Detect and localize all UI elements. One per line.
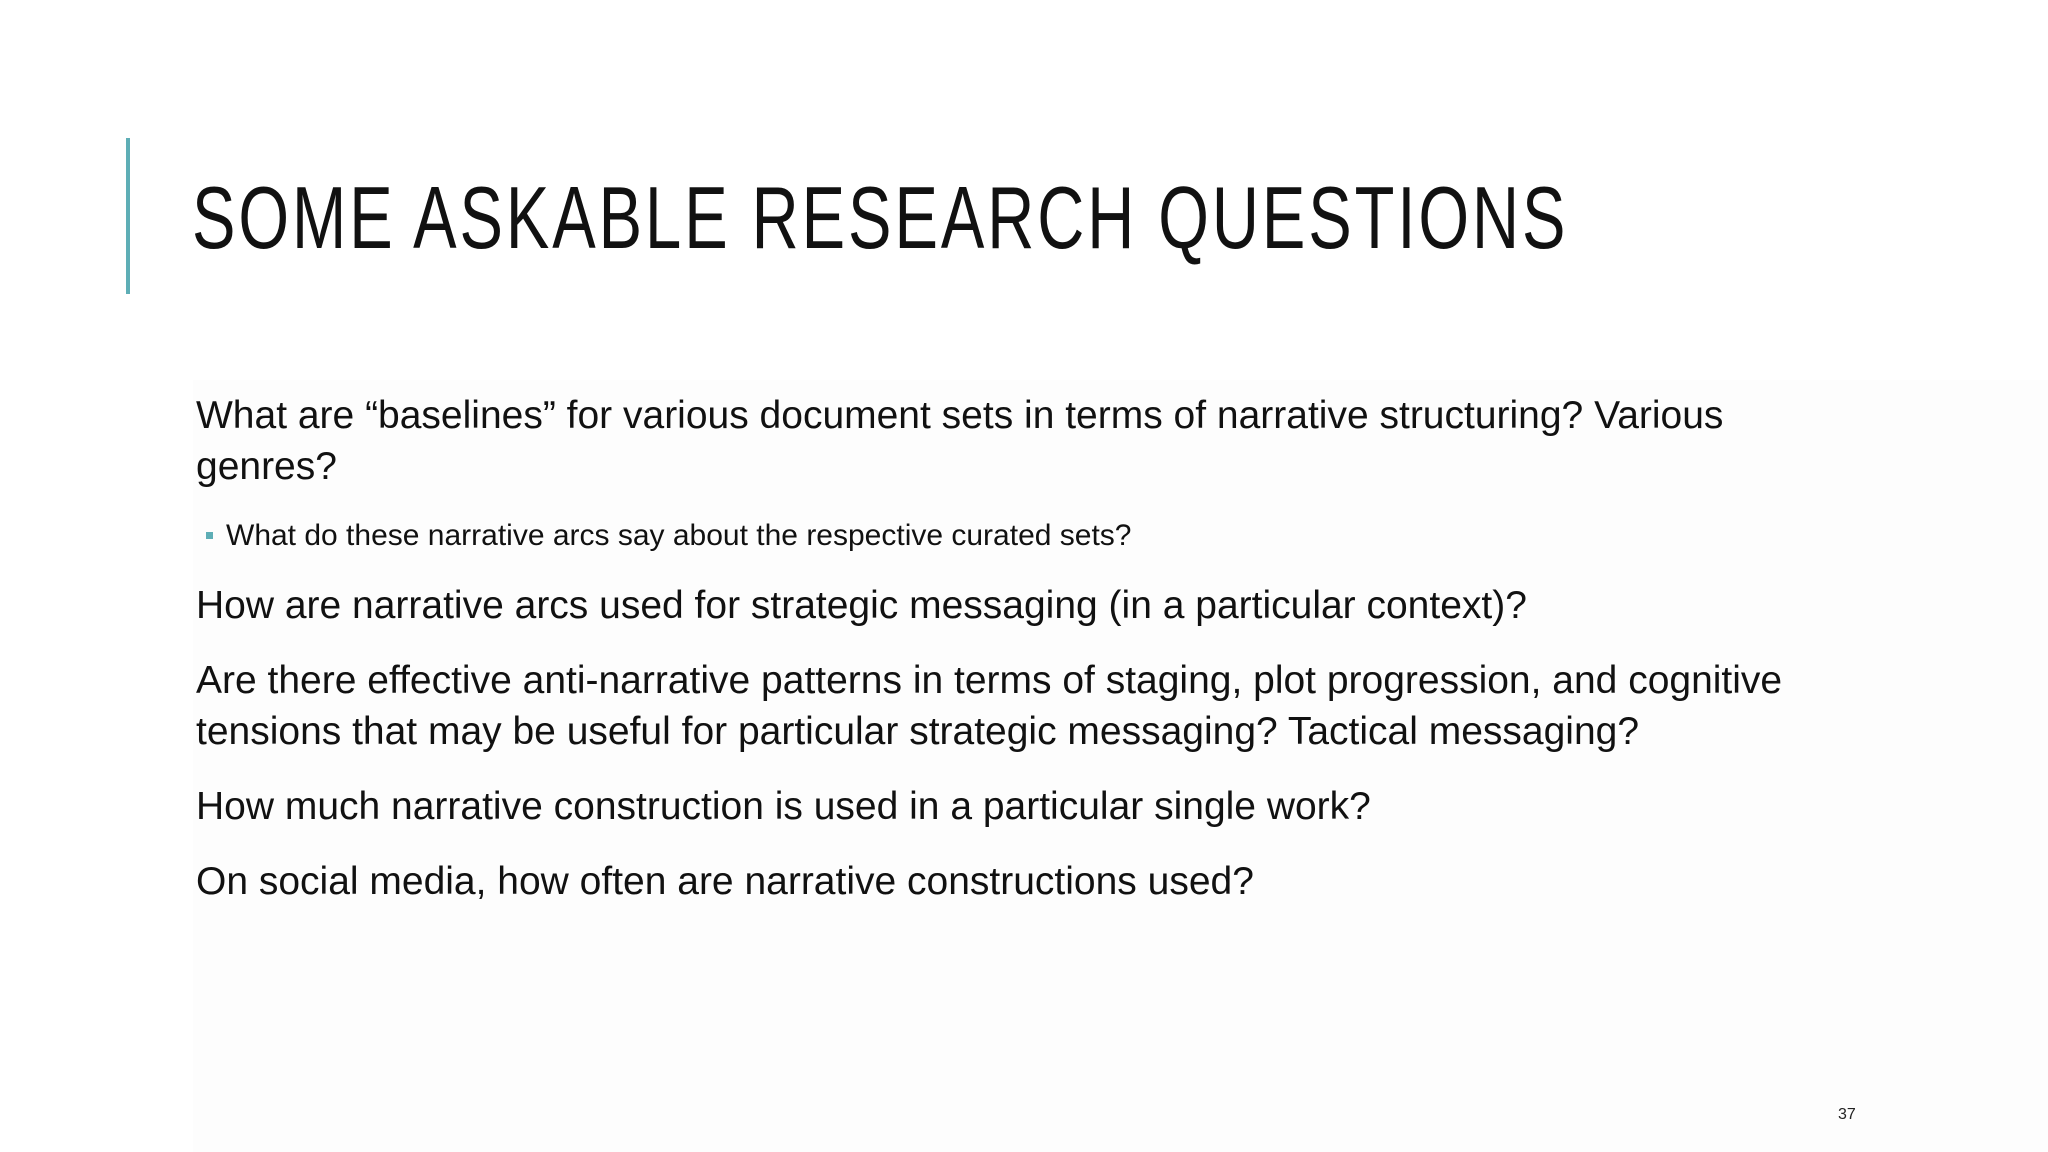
sub-bullet-text: What do these narrative arcs say about the respective curated sets?: [226, 519, 1132, 552]
question-anti-narrative: Are there effective anti-narrative patterns in terms of staging, plot progression, and cognitive tensions that may be useful for particular strategic messaging? Tactical messaging?: [196, 659, 1783, 753]
question-single-work: How much narrative construction is used in a particular single work?: [196, 785, 1371, 828]
question-social-media: On social media, how often are narrative constructions used?: [196, 860, 1254, 903]
question-baselines: What are “baselines” for various document sets in terms of narrative structuring? Various genres?: [196, 394, 1724, 488]
slide-title: SOME ASKABLE RESEARCH QUESTIONS: [192, 168, 1569, 267]
slide-body: [196, 390, 1836, 931]
page-number: 37: [1838, 1106, 1856, 1123]
question-strategic-messaging: How are narrative arcs used for strategic messaging (in a particular context)?: [196, 584, 1527, 627]
square-bullet-icon: [206, 532, 213, 539]
title-accent-bar: [126, 138, 130, 294]
sub-bullet-item: [196, 514, 1836, 558]
